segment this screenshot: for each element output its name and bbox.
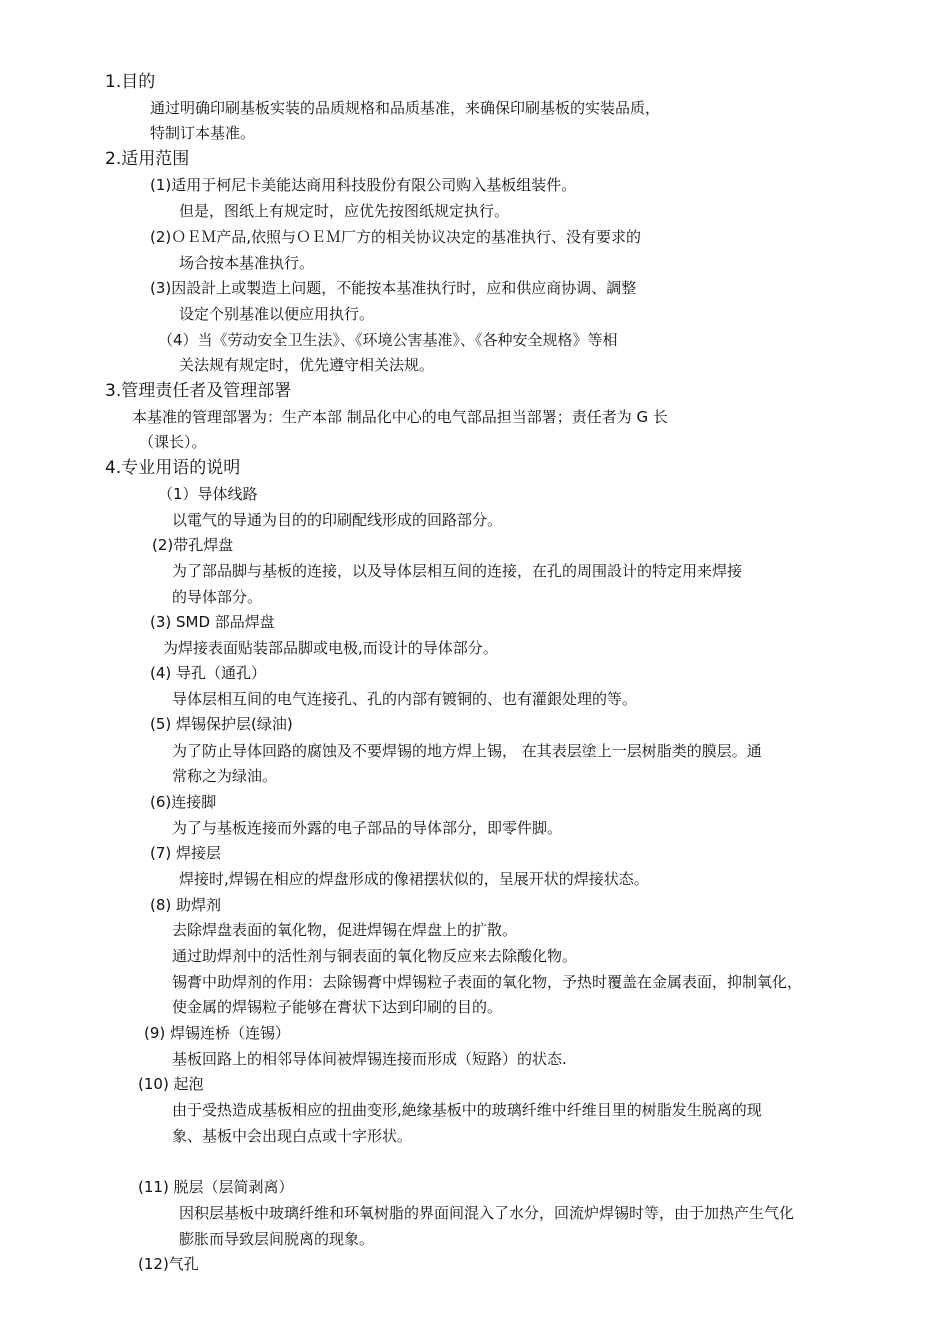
term-10-line-2: 象、基板中会出现白点或十字形状。 (172, 1127, 413, 1145)
term-7-title: (7) 焊接层 (150, 844, 222, 862)
section-1-line-2: 特制订本基准。 (150, 124, 256, 142)
scope-item-1-line-2: 但是，图纸上有规定时，应优先按图纸规定执行。 (179, 202, 510, 220)
term-4-title: (4) 导孔（通孔） (150, 664, 267, 682)
term-8-line-1: 去除焊盘表面的氧化物，促进焊锡在焊盘上的扩散。 (172, 921, 518, 939)
scope-item-3-line-1: (3)因設計上或製造上问题，不能按本基准执行时，应和供应商协调、調整 (150, 279, 637, 297)
section-3-heading: 3.管理责任者及管理部署 (105, 381, 292, 401)
scope-item-1-line-1: (1)适用于柯尼卡美能达商用科技股份有限公司购入基板组装件。 (150, 176, 577, 194)
section-3-line-2: （课长）。 (139, 433, 207, 451)
scope-item-3-line-2: 设定个别基准以便应用执行。 (179, 305, 375, 323)
term-10-line-1: 由于受热造成基板相应的扭曲变形,絶缘基板中的玻璃纤维中纤维目里的树脂发生脱离的现 (172, 1101, 762, 1119)
term-5-title: (5) 焊锡保护层(绿油) (150, 715, 293, 733)
term-5-line-1: 为了防止导体回路的腐蚀及不要焊锡的地方焊上锡， 在其表层塗上一层树脂类的膜层。通 (172, 742, 762, 760)
term-8-title: (8) 助焊剂 (150, 896, 222, 914)
term-9-line-1: 基板回路上的相邻导体间被焊锡连接而形成（短路）的状态. (172, 1050, 567, 1068)
section-1-heading: 1.目的 (105, 72, 156, 92)
term-11-line-2: 膨胀而导致层间脱离的现象。 (179, 1230, 375, 1248)
term-2-line-2: 的导体部分。 (172, 588, 263, 606)
scope-item-2-line-2: 场合按本基准执行。 (179, 254, 315, 272)
section-3-line-1: 本基准的管理部署为：生产本部 制品化中心的电气部品担当部署；责任者为 G 长 (132, 408, 668, 426)
scope-item-4-line-2: 关法规有规定时，优先遵守相关法规。 (179, 356, 435, 374)
term-10-title: (10) 起泡 (138, 1075, 204, 1093)
term-11-line-1: 因积层基板中玻璃纤维和环氧树脂的界面间混入了水分，回流炉焊锡时等，由于加热产生气化 (179, 1204, 795, 1222)
term-1-title: （1）导体线路 (158, 485, 258, 503)
term-6-title: (6)连接脚 (150, 793, 217, 811)
term-8-line-3: 锡膏中助焊剂的作用：去除锡膏中焊锡粒子表面的氧化物，予热时覆盖在金属表面，抑制氧化， (172, 973, 803, 991)
term-3-title: (3) SMD 部品焊盘 (150, 613, 275, 631)
term-5-line-2: 常称之为绿油。 (172, 767, 278, 785)
scope-item-2-line-1: (2)ＯＥＭ产品,依照与ＯＥＭ厂方的相关协议决定的基准执行、没有要求的 (150, 228, 642, 246)
term-2-line-1: 为了部品脚与基板的连接，以及导体层相互间的连接，在孔的周围設计的特定用来焊接 (172, 562, 743, 580)
term-12-title: (12)气孔 (138, 1255, 199, 1273)
term-11-title: (11) 脱层（层简剥离） (138, 1178, 294, 1196)
term-8-line-2: 通过助焊剂中的活性剂与铜表面的氧化物反应来去除酸化物。 (172, 947, 578, 965)
term-7-line-1: 焊接时,焊锡在相应的焊盘形成的像裙摆状似的，呈展开状的焊接状态。 (179, 870, 649, 888)
term-2-title: (2)带孔焊盘 (152, 536, 234, 554)
term-9-title: (9) 焊锡连桥（连锡） (144, 1024, 291, 1042)
scope-item-4-line-1: （4）当《劳动安全卫生法》、《环境公害基准》、《各种安全规格》等相 (158, 331, 618, 349)
term-4-line-1: 导体层相互间的电气连接孔、孔的内部有镀铜的、也有灌銀处理的等。 (172, 690, 638, 708)
term-1-line-1: 以電气的导通为目的的印刷配线形成的回路部分。 (172, 511, 503, 529)
term-8-line-4: 使金属的焊锡粒子能够在膏状下达到印刷的目的。 (172, 998, 503, 1016)
section-2-heading: 2.适用范围 (105, 149, 190, 169)
term-3-line-1: 为焊接表面贴装部品脚或电极,而设计的导体部分。 (163, 639, 498, 657)
term-6-line-1: 为了与基板连接而外露的电子部品的导体部分，即零件脚。 (172, 819, 563, 837)
section-4-heading: 4.专业用语的说明 (105, 458, 241, 478)
section-1-line-1: 通过明确印刷基板实装的品质规格和品质基准，来确保印刷基板的实装品质， (150, 99, 661, 117)
